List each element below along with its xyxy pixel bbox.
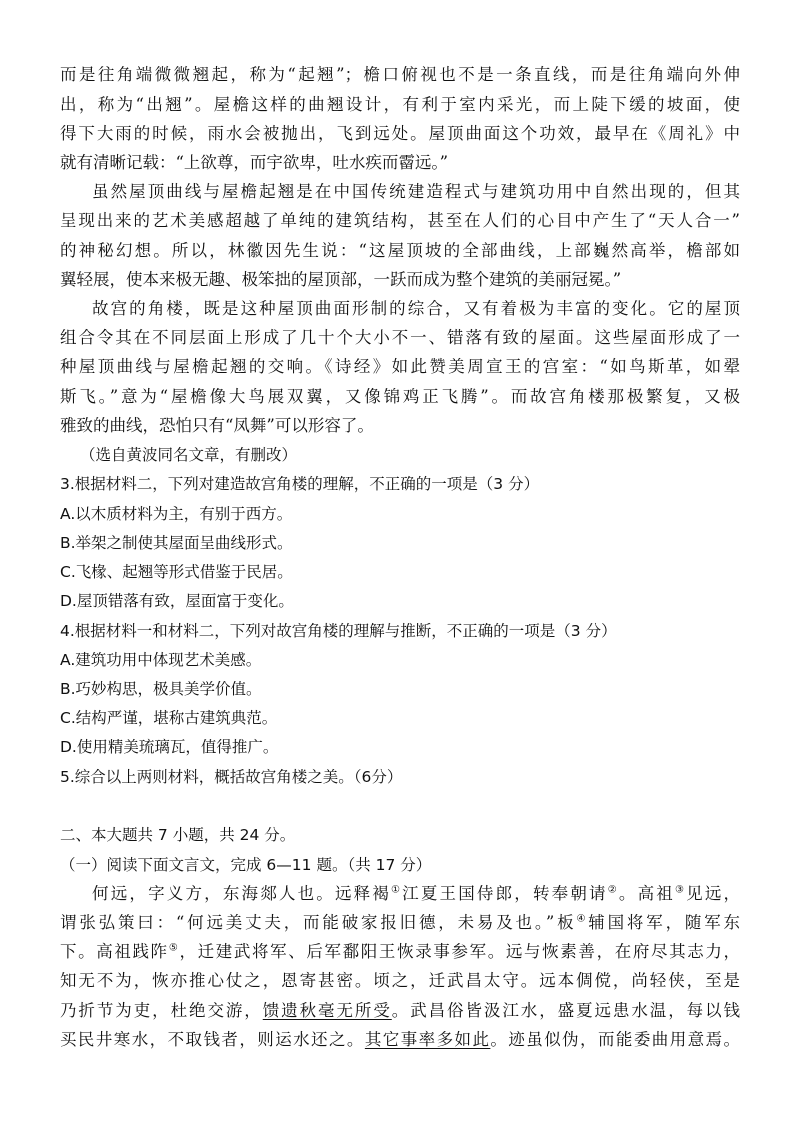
text-run: 乃折节为吏，杜绝交游， [60,1001,263,1020]
passage-line: 就有清晰记载：“上欲尊，而宇欲卑，吐水疾而霤远。” [60,153,449,172]
question-stem: 4.根据材料一和材料二，下列对故宫角楼的理解与推断，不正确的一项是（3 分） [60,622,617,640]
passage-line: 虽然屋顶曲线与屋檐起翘是在中国传统建造程式与建筑功用中自然出现的，但其 [92,182,740,201]
option-a: A.以木质材料为主，有别于西方。 [60,505,293,523]
question-stem: 5.综合以上两则材料，概括故宫角楼之美。（6分） [60,768,403,786]
footnote-marker: ② [607,884,619,896]
option-b: B.巧妙构思，极具美学价值。 [60,680,262,698]
text-run: 。高祖 [618,884,675,903]
footnote-marker: ④ [576,913,589,925]
underlined-sentence: 馈遗秋毫无所受 [262,1001,392,1020]
passage-line: 的神秘幻想。所以，林徽因先生说：“这屋顶坡的全部曲线，上部巍然高举，檐部如 [60,241,740,260]
text-run: 江夏王国侍郎，转奉朝请 [402,884,608,903]
classical-text-line [92,882,740,906]
option-d: D.使用精美琉璃瓦，值得推广。 [60,738,279,756]
footnote-marker: ⑤ [168,942,180,954]
question-stem: 3.根据材料二，下列对建造故宫角楼的理解，不正确的一项是（3 分） [60,475,540,493]
footnote-marker: ① [391,884,403,896]
text-run: 谓张弘策曰：“何远美丈夫，而能破家报旧德，未易及也。”板 [60,913,577,932]
option-d: D.屋顶错落有致，屋面富于变化。 [60,592,294,610]
passage-line: 雅致的曲线，恐怕只有“凤舞”可以形容了。 [60,416,374,435]
passage-line: 种屋顶曲线与屋檐起翘的交响。《诗经》如此赞美周宣王的宫室：“如鸟斯革，如翚 [60,357,740,376]
underlined-sentence: 其它事率多如此 [364,1030,491,1049]
section-heading: 二、本大题共 7 小题，共 24 分。 [60,826,296,844]
option-c: C.飞椽、起翘等形式借鉴于民居。 [60,563,293,581]
passage-line: 出，称为“出翘”。屋檐这样的曲翘设计，有利于室内采光，而上陡下缓的坡面，使 [60,95,740,114]
passage-line: 故宫的角楼，既是这种屋顶曲面形制的综合，又有着极为丰富的变化。它的屋顶 [92,299,740,318]
text-run: 下。高祖践阼 [60,942,169,961]
section-subheading: （一）阅读下面文言文，完成 6—11 题。（共 17 分） [60,856,432,874]
classical-text-line [60,1028,740,1052]
passage-line: 呈现出来的艺术美感超越了单纯的建筑结构，甚至在人们的心目中产生了“天人合一” [60,211,740,230]
source-note: （选自黄波同名文章，有删改） [80,446,298,464]
text-run: 。迹虽似伪，而能委曲用意焉。 [490,1030,741,1049]
classical-text-line [60,940,740,964]
passage-line: 斯飞。”意为“屋檐像大鸟展双翼，又像锦鸡正飞腾”。而故宫角楼那极繁复，又极 [60,387,740,406]
option-a: A.建筑功用中体现艺术美感。 [60,651,262,669]
text-run: 买民井寒水，不取钱者，则运水还之。 [60,1030,365,1049]
passage-line: 翼轻展，使本来极无趣、极笨拙的屋顶部，一跃而成为整个建筑的美丽冠冕。” [60,270,622,289]
classical-text-line [60,911,740,935]
passage-line: 而是往角端微微翘起，称为“起翘”；檐口俯视也不是一条直线，而是往角端向外伸 [60,65,740,84]
text-run: 。武昌俗皆汲江水，盛夏远患水温，每以钱 [391,1001,741,1020]
text-run: 见远， [686,884,741,903]
option-c: C.结构严谨，堪称古建筑典范。 [60,709,278,727]
text-run: 何远，字义方，东海郯人也。远释褐 [92,884,392,903]
text-run: ，迁建武将军、后军鄱阳王恢录事参军。远与恢素善，在府尽其志力， [179,942,741,961]
footnote-marker: ③ [674,884,687,896]
classical-text-line: 知无不为，恢亦推心仗之，恩寄甚密。顷之，迁武昌太守。远本倜傥，尚轻侠，至是 [60,971,740,990]
option-b: B.举架之制使其屋面呈曲线形式。 [60,534,293,552]
passage-line: 组合令其在不同层面上形成了几十个大小不一、错落有致的屋面。这些屋面形成了一 [60,328,740,347]
passage-line: 得下大雨的时候，雨水会被抛出，飞到远处。屋顶曲面这个功效，最早在《周礼》中 [60,124,740,143]
classical-text-line [60,999,740,1023]
text-run: 辅国将军，随军东 [588,913,741,932]
